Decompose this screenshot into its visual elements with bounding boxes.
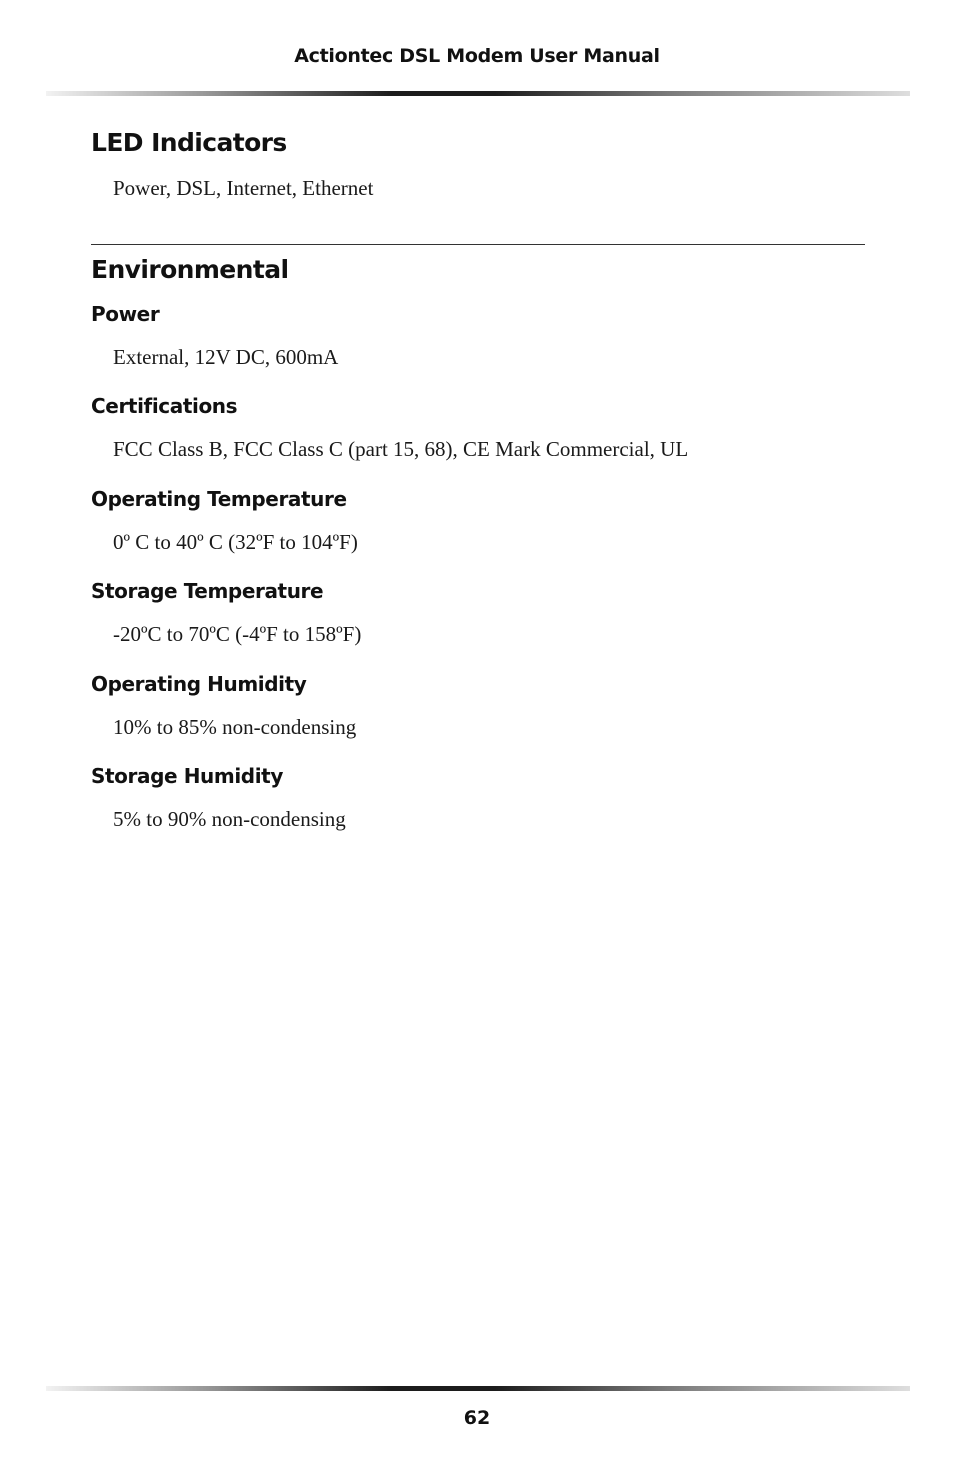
storage-temperature-value: -20ºC to 70ºC (-4ºF to 158ºF) <box>113 622 362 646</box>
footer-divider <box>46 1386 910 1391</box>
header-divider <box>46 91 910 96</box>
operating-temperature-value: 0º C to 40º C (32ºF to 104ºF) <box>113 530 358 554</box>
operating-humidity-value: 10% to 85% non-condensing <box>113 715 357 739</box>
section-divider <box>91 244 865 245</box>
running-header: Actiontec DSL Modem User Manual <box>294 45 660 67</box>
power-value: External, 12V DC, 600mA <box>113 345 339 369</box>
storage-humidity-label: Storage Humidity <box>91 764 283 788</box>
operating-temperature-label: Operating Temperature <box>91 487 347 511</box>
storage-humidity-value: 5% to 90% non-condensing <box>113 807 346 831</box>
led-indicators-heading: LED Indicators <box>91 128 287 157</box>
page-number: 62 <box>463 1407 491 1429</box>
operating-humidity-label: Operating Humidity <box>91 672 307 696</box>
led-indicators-text: Power, DSL, Internet, Ethernet <box>113 176 374 200</box>
environmental-heading: Environmental <box>91 255 289 284</box>
power-label: Power <box>91 302 160 326</box>
certifications-label: Certifications <box>91 394 238 418</box>
storage-temperature-label: Storage Temperature <box>91 579 324 603</box>
certifications-value: FCC Class B, FCC Class C (part 15, 68), CE Mark Commercial, UL <box>113 437 689 461</box>
